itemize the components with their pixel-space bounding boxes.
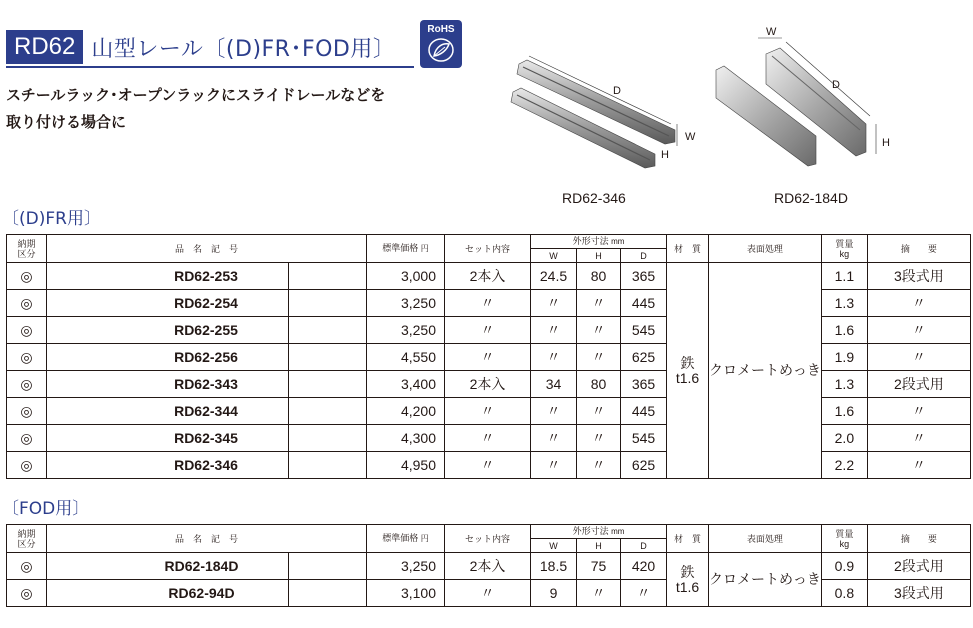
table-row: ◎ RD62-344 4,200 〃 〃 〃 445 1.6 〃: [7, 398, 971, 425]
model-code: RD62-184D: [164, 558, 239, 574]
model-code: RD62-253: [174, 268, 238, 284]
product-description: [6, 82, 385, 136]
dim-w-label: W: [766, 26, 777, 38]
table-row: ◎ RD62-253 3,000 2本入 24.5 80 365 鉄 t1.6 クロメートめっき 1.1 3段式用: [7, 263, 971, 290]
leaf-icon: [427, 37, 455, 63]
page-header: [6, 30, 395, 64]
col-set: セット内容: [445, 235, 531, 263]
illustration-label: RD62-346: [562, 190, 626, 206]
model-code: RD62-255: [174, 322, 238, 338]
dim-w-label: W: [685, 131, 696, 143]
finish-cell: クロメートめっき: [709, 553, 822, 607]
model-code: RD62-256: [174, 349, 238, 365]
col-model: 品 名 記 号: [47, 235, 367, 263]
page-title: 山型レール〔(D)FR･FOD用〕: [91, 36, 396, 62]
col-w: W: [531, 539, 577, 553]
dim-d-label: D: [613, 85, 621, 97]
model-code: RD62-94D: [168, 585, 235, 601]
col-note: 摘 要: [867, 525, 970, 553]
col-weight: 質量 kg: [821, 235, 867, 263]
dim-d-label: D: [832, 79, 840, 91]
table-row: ◎ RD62-94D 3,100 〃 9 〃 〃 0.8 3段式用: [7, 580, 971, 607]
dim-h-label: H: [661, 149, 669, 161]
finish-cell: クロメートめっき: [709, 263, 822, 479]
col-d: D: [621, 539, 667, 553]
col-d: D: [621, 249, 667, 263]
material-cell: 鉄 t1.6: [667, 553, 709, 607]
col-w: W: [531, 249, 577, 263]
col-price: 標準価格 円: [367, 235, 445, 263]
col-material: 材 質: [667, 525, 709, 553]
col-dims: 外形寸法 mm: [531, 525, 667, 539]
col-note: 摘 要: [867, 235, 970, 263]
model-code: RD62-345: [174, 430, 238, 446]
col-set: セット内容: [445, 525, 531, 553]
table-row: ◎ RD62-343 3,400 2本入 34 80 365 1.3 2段式用: [7, 371, 971, 398]
col-weight: 質量 kg: [821, 525, 867, 553]
illustration-label: RD62-184D: [774, 190, 848, 206]
table-row: ◎ RD62-184D 3,250 2本入 18.5 75 420 鉄 t1.6 クロメートめっき 0.9 2段式用: [7, 553, 971, 580]
description-line: スチールラック･オープンラックにスライドレールなどを: [6, 86, 386, 104]
spec-table-fr: [6, 234, 971, 479]
col-price: 標準価格 円: [367, 525, 445, 553]
rail-illustration-fr: [505, 50, 705, 180]
spec-table-fod: [6, 524, 971, 607]
col-finish: 表面処理: [709, 235, 822, 263]
rail-illustration-fod: [710, 26, 900, 176]
table-row: ◎ RD62-345 4,300 〃 〃 〃 545 2.0 〃: [7, 425, 971, 452]
col-material: 材 質: [667, 235, 709, 263]
dim-h-label: H: [882, 137, 890, 149]
table-row: ◎ RD62-346 4,950 〃 〃 〃 625 2.2 〃: [7, 452, 971, 479]
col-dims: 外形寸法 mm: [531, 235, 667, 249]
model-code: RD62-344: [174, 403, 238, 419]
model-badge: RD62: [6, 30, 83, 64]
col-finish: 表面処理: [709, 525, 822, 553]
section-title-fr: 〔(D)FR用〕: [2, 209, 101, 229]
table-row: ◎ RD62-255 3,250 〃 〃 〃 545 1.6 〃: [7, 317, 971, 344]
table-row: ◎ RD62-256 4,550 〃 〃 〃 625 1.9 〃: [7, 344, 971, 371]
rohs-label: RoHS: [427, 24, 455, 35]
section-title-fod: 〔FOD用〕: [2, 499, 90, 519]
col-h: H: [577, 539, 621, 553]
col-h: H: [577, 249, 621, 263]
model-code: RD62-346: [174, 457, 238, 473]
rohs-badge: [420, 20, 462, 68]
model-code: RD62-343: [174, 376, 238, 392]
header-divider: [6, 66, 414, 68]
col-delivery: 納期 区分: [7, 525, 47, 553]
model-code: RD62-254: [174, 295, 238, 311]
material-cell: 鉄 t1.6: [667, 263, 709, 479]
table-row: ◎ RD62-254 3,250 〃 〃 〃 445 1.3 〃: [7, 290, 971, 317]
description-line: 取り付ける場合に: [6, 113, 127, 131]
col-model: 品 名 記 号: [47, 525, 367, 553]
col-delivery: 納期 区分: [7, 235, 47, 263]
